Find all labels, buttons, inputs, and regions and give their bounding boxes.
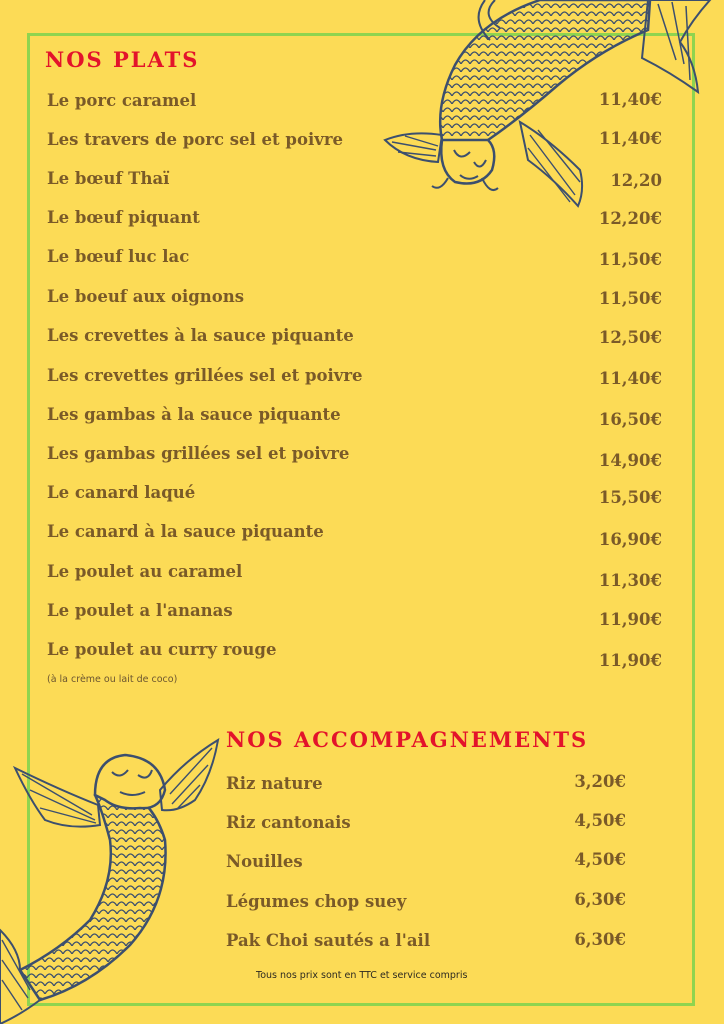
plat-item-price: 11,50€ bbox=[598, 289, 662, 308]
accompagnement-item-price: 6,30€ bbox=[574, 890, 626, 909]
plat-item-price: 12,50€ bbox=[598, 328, 662, 347]
plat-item-price: 11,40€ bbox=[598, 90, 662, 109]
plat-item-price: 16,90€ bbox=[598, 530, 662, 549]
plat-item-name: Le bœuf piquant bbox=[47, 208, 200, 227]
koi-fish-top-right-icon bbox=[380, 0, 724, 215]
plat-item-name: Le porc caramel bbox=[47, 91, 197, 110]
plat-item-name: Les crevettes à la sauce piquante bbox=[47, 326, 354, 345]
plat-item-name: Les travers de porc sel et poivre bbox=[47, 130, 344, 149]
accompagnement-item-name: Pak Choi sautés a l'ail bbox=[226, 931, 431, 950]
accompagnement-item-name: Riz nature bbox=[226, 774, 323, 793]
plat-item-price: 12,20€ bbox=[598, 209, 662, 228]
plat-item-price: 15,50€ bbox=[598, 488, 662, 507]
plat-item-name: Les gambas à la sauce piquante bbox=[47, 405, 341, 424]
plat-item-price: 11,40€ bbox=[598, 129, 662, 148]
plat-item-name: Le bœuf luc lac bbox=[47, 247, 190, 266]
plat-item-name: Les gambas grillées sel et poivre bbox=[47, 444, 350, 463]
plat-item-name: Le boeuf aux oignons bbox=[47, 287, 245, 306]
plat-item-price: 11,90€ bbox=[598, 610, 662, 629]
accompagnement-item-name: Légumes chop suey bbox=[226, 892, 407, 911]
plat-item-name: Le poulet au curry rouge bbox=[47, 640, 277, 659]
accompagnements-title: NOS ACCOMPAGNEMENTS bbox=[226, 727, 589, 752]
price-footer-note: Tous nos prix sont en TTC et service compris bbox=[256, 970, 468, 981]
plat-item-note: (à la crème ou lait de coco) bbox=[47, 674, 178, 685]
accompagnement-item-price: 4,50€ bbox=[574, 850, 626, 869]
accompagnement-item-price: 6,30€ bbox=[574, 930, 626, 949]
plat-item-price: 16,50€ bbox=[598, 410, 662, 429]
plat-item-price: 14,90€ bbox=[598, 451, 662, 470]
plats-title: NOS PLATS bbox=[45, 47, 200, 72]
plat-item-name: Le poulet a l'ananas bbox=[47, 601, 233, 620]
accompagnement-item-price: 4,50€ bbox=[574, 811, 626, 830]
koi-fish-bottom-left-icon bbox=[0, 730, 225, 1024]
plat-item-name: Les crevettes grillées sel et poivre bbox=[47, 366, 363, 385]
plat-item-price: 11,50€ bbox=[598, 250, 662, 269]
plat-item-price: 11,40€ bbox=[598, 369, 662, 388]
accompagnement-item-name: Nouilles bbox=[226, 852, 303, 871]
accompagnement-item-name: Riz cantonais bbox=[226, 813, 351, 832]
plat-item-name: Le bœuf Thaï bbox=[47, 169, 170, 188]
accompagnement-item-price: 3,20€ bbox=[574, 772, 626, 791]
plat-item-name: Le poulet au caramel bbox=[47, 562, 243, 581]
plat-item-price: 11,30€ bbox=[598, 571, 662, 590]
plat-item-price: 12,20 bbox=[610, 171, 662, 190]
plat-item-name: Le canard laqué bbox=[47, 483, 196, 502]
plat-item-name: Le canard à la sauce piquante bbox=[47, 522, 324, 541]
plat-item-price: 11,90€ bbox=[598, 651, 662, 670]
